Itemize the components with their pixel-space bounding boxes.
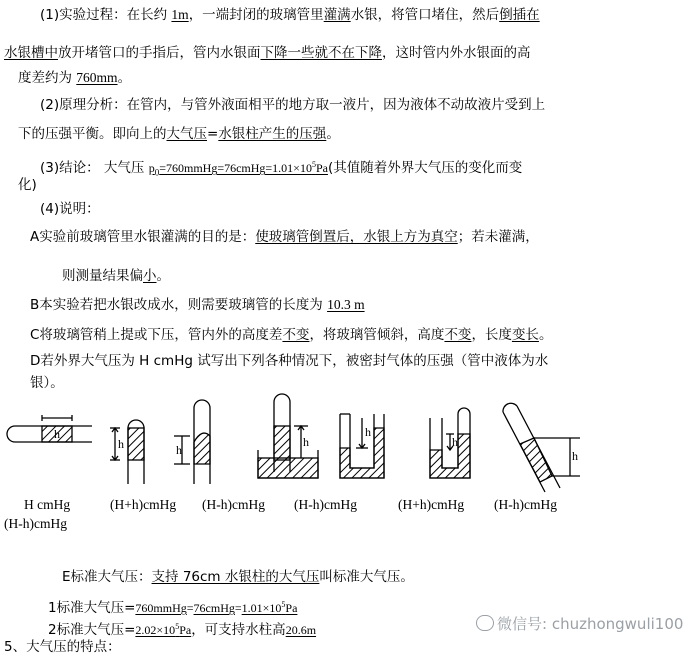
text-line-1: (1)实验过程：在长约 1m，一端封闭的玻璃管里灌满水银，将管口堵住，然后倒插在 (40, 7, 540, 23)
label-h-3: h (176, 443, 182, 457)
note-A-line-2: 则测量结果偏小。 (62, 268, 170, 284)
wechat-icon (476, 615, 494, 631)
answer-1: H cmHg (24, 497, 71, 512)
watermark: 微信号: chuzhongwuli100 (476, 613, 683, 634)
note-A-line-1: A实验前玻璃管里水银灌满的目的是：使玻璃管倒置后，水银上方为真空；若未灌满， (30, 229, 539, 245)
label-h-4: h (303, 435, 309, 449)
answer-4: (H-h)cmHg (294, 497, 357, 512)
text-line-7: 化) (18, 177, 37, 193)
diagram-1 (7, 415, 92, 442)
diagram-4 (258, 394, 318, 478)
standard-atm-1: 1标准大气压$=760mmHg=76cmHg=1.01\times 10^5Pa$ (48, 600, 298, 616)
label-h-5: h (365, 425, 371, 439)
section-4-title: (4)说明： (40, 201, 100, 217)
diagram-2 (110, 420, 144, 484)
text-line-2: 水银槽中放开堵管口的手指后，管内水银面下降一些就不在下降，这时管内外水银面的高 (4, 45, 531, 61)
text-line-3: 度差约为 760mm。 (18, 70, 132, 86)
text-line-5: 下的压强平衡。即向上的大气压=水银柱产生的压强。 (18, 126, 340, 142)
diagram-3 (174, 400, 210, 484)
tube-diagrams (0, 388, 600, 500)
diagram-6 (430, 408, 470, 478)
answer-5: (H+h)cmHg (398, 497, 465, 512)
answer-6: (H-h)cmHg (494, 497, 557, 512)
note-D-line-1: D若外界大气压为 H cmHg 试写出下列各种情况下，被密封气体的压强（管中液体为水 (30, 353, 549, 369)
note-E: E标准大气压：支持 76cm 水银柱的大气压叫标准大气压。 (62, 569, 414, 585)
note-D-line-2: 银）。 (30, 375, 64, 391)
standard-atm-2: 2标准大气压$=2.02\times 10^5Pa$，可支持水柱高20.6m (48, 622, 317, 638)
note-B: B本实验若把水银改成水，则需要玻璃管的长度为 10.3 m (30, 297, 365, 313)
diagram-7 (503, 403, 580, 492)
section-5-title: 5、大气压的特点： (4, 639, 121, 655)
answer-7: (H-h)cmHg (4, 516, 67, 531)
label-h-2: h (118, 437, 124, 451)
note-C: C将玻璃管稍上提或下压，管内外的高度差不变，将玻璃管倾斜，高度不变，长度变长。 (30, 327, 553, 343)
answer-2: (H+h)cmHg (110, 497, 177, 512)
text-line-4: (2)原理分析：在管内，与管外液面相平的地方取一液片，因为液体不动故液片受到上 (40, 97, 546, 113)
label-h-6: h (452, 435, 458, 449)
text-line-6: (3)结论： 大气压 $p_0=760mmHg=76cmHg=1.01\times 10^5Pa$(其值随着外界大气压的变化而变 (40, 160, 523, 178)
answer-3: (H-h)cmHg (202, 497, 265, 512)
label-h-7: h (572, 449, 578, 463)
label-h-1: h (54, 427, 60, 441)
diagram-5 (340, 414, 384, 478)
